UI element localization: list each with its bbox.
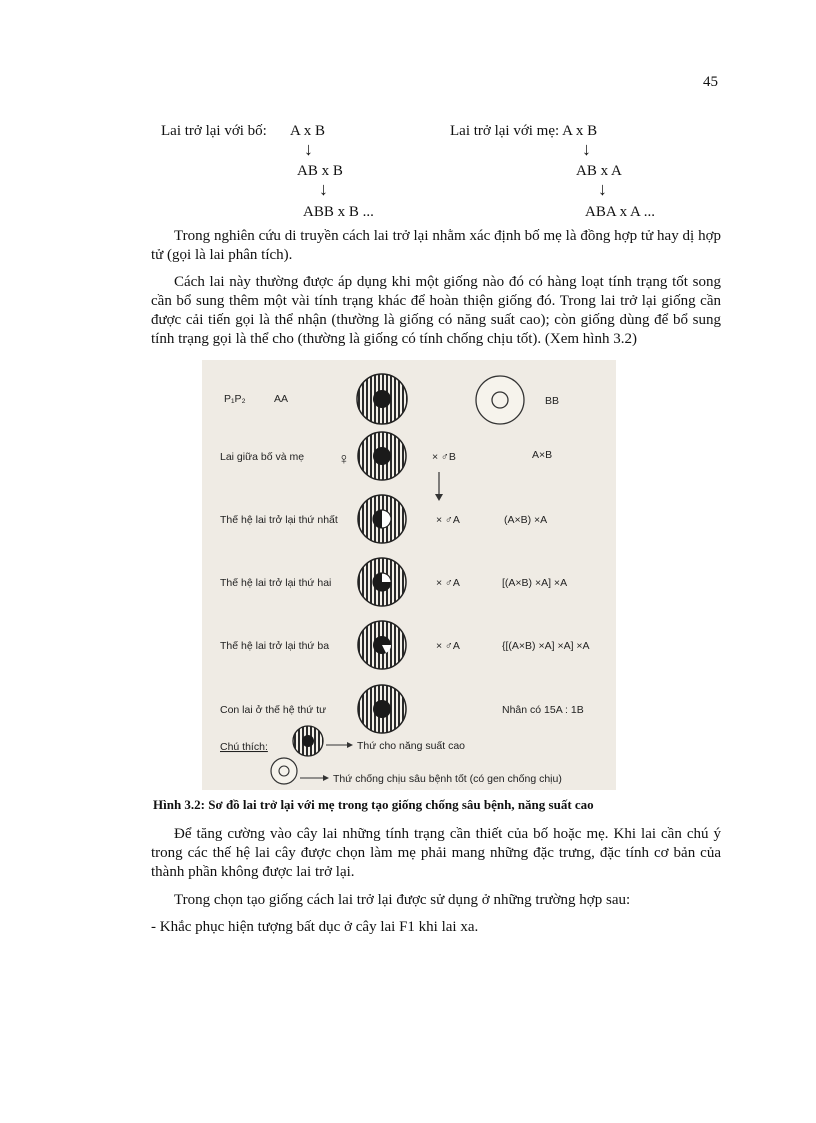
father-gen0: A x B <box>290 123 326 139</box>
down-arrow-icon: ↓ <box>319 179 328 199</box>
page-number: 45 <box>703 74 718 90</box>
resistant-variety-icon <box>271 758 297 784</box>
backcross-2-formula: [(A×B) ×A] ×A <box>502 577 568 589</box>
high-yield-variety-icon <box>293 726 323 756</box>
figure-3-2 <box>202 360 616 790</box>
father-scheme-label: Lai trở lại với bố: <box>161 123 267 139</box>
fourth-generation-cell-icon <box>358 685 406 733</box>
backcross-1-male: × ♂A <box>436 514 460 526</box>
paragraph-3: Để tăng cường vào cây lai những tính trạng cần thiết của bố hoặc mẹ. Khi lai cần chú ý trong các thế hệ lai cây được chọn làm mẹ phải mang những đặc trưng, đặc tính cơ bản của thành phần không được lai trở lại. <box>151 826 721 880</box>
backcross-3-cell-icon <box>358 621 406 669</box>
parent-a-genotype: AA <box>274 393 289 405</box>
paragraph-5: - Khắc phục hiện tượng bất dục ở cây lai F1 khi lai xa. <box>151 919 479 935</box>
female-symbol-icon: ♀ <box>338 451 350 468</box>
fourth-generation-ratio: Nhân có 15A : 1B <box>502 704 584 716</box>
f1-cell-icon <box>358 432 406 480</box>
figure-caption: Hình 3.2: Sơ đồ lai trở lại với mẹ trong tạo giống chống sâu bệnh, năng suất cao <box>153 797 594 812</box>
row-fourth-generation <box>220 685 584 733</box>
backcross-3-label: Thế hệ lai trở lại thứ ba <box>220 640 330 652</box>
backcross-3-male: × ♂A <box>436 640 460 652</box>
mother-scheme-label: Lai trở lại với mẹ: A x B <box>450 123 598 139</box>
parents-label: P₁P₂ <box>224 393 246 405</box>
parent-b-genotype: BB <box>545 395 560 407</box>
paragraph-2: Cách lai này thường được áp dụng khi một giống nào đó có hàng loạt tính trạng tốt song cần bổ sung thêm một vài tính trạng khác để hoàn thiện giống đó. Trong lai trở lại giống cần được cải tiến gọi là thể nhận (thường là giống có năng suất cao); còn giống dùng để bổ sung tính trạng gọi là thể cho (thường là giống có tính chống chịu tốt). (Xem hình 3.2) <box>151 274 721 347</box>
backcross-1-cell-icon <box>358 495 406 543</box>
backcross-3-formula: {[(A×B) ×A] ×A] ×A <box>502 640 590 652</box>
father-gen2: ABB x B ... <box>303 204 374 220</box>
fourth-generation-label: Con lai ở thế hệ thứ tư <box>220 704 327 716</box>
first-cross-label: Lai giữa bố và mẹ <box>220 451 305 463</box>
figure-legend <box>220 726 562 785</box>
paragraph-4: Trong chọn tạo giống cách lai trở lại được sử dụng ở những trường hợp sau: <box>174 892 631 908</box>
first-cross-male: × ♂B <box>432 451 456 463</box>
row-first-cross <box>220 432 552 501</box>
legend-item-resistant: Thứ chống chịu sâu bệnh tốt (có gen chống chịu) <box>333 773 562 785</box>
row-backcross-2 <box>220 558 567 606</box>
parent-b-cell-icon <box>476 376 524 424</box>
generation-arrow-head <box>435 494 443 501</box>
down-arrow-icon: ↓ <box>582 139 591 159</box>
mother-gen1: AB x A <box>576 163 622 179</box>
down-arrow-icon: ↓ <box>598 179 607 199</box>
mother-gen2: ABA x A ... <box>585 204 656 220</box>
backcross-2-label: Thế hệ lai trở lại thứ hai <box>220 577 332 589</box>
legend-title: Chú thích: <box>220 741 268 753</box>
down-arrow-icon: ↓ <box>304 139 313 159</box>
legend-arrow-head <box>347 742 353 748</box>
first-cross-formula: A×B <box>532 449 553 461</box>
backcross-2-cell-icon <box>358 558 406 606</box>
row-parents <box>224 374 559 424</box>
father-gen1: AB x B <box>297 163 343 179</box>
backcross-1-formula: (A×B) ×A <box>504 514 548 526</box>
paragraph-1: Trong nghiên cứu di truyền cách lai trở lại nhằm xác định bố mẹ là đồng hợp tử hay dị hợp tử (gọi là lai phân tích). <box>151 228 721 263</box>
legend-item-high-yield: Thứ cho năng suất cao <box>357 740 466 752</box>
backcross-2-male: × ♂A <box>436 577 460 589</box>
parent-a-cell-icon <box>357 374 407 424</box>
legend-arrow-head <box>323 775 329 781</box>
row-backcross-3 <box>220 621 590 669</box>
row-backcross-1 <box>220 495 547 543</box>
backcross-1-label: Thế hệ lai trở lại thứ nhất <box>220 514 338 526</box>
